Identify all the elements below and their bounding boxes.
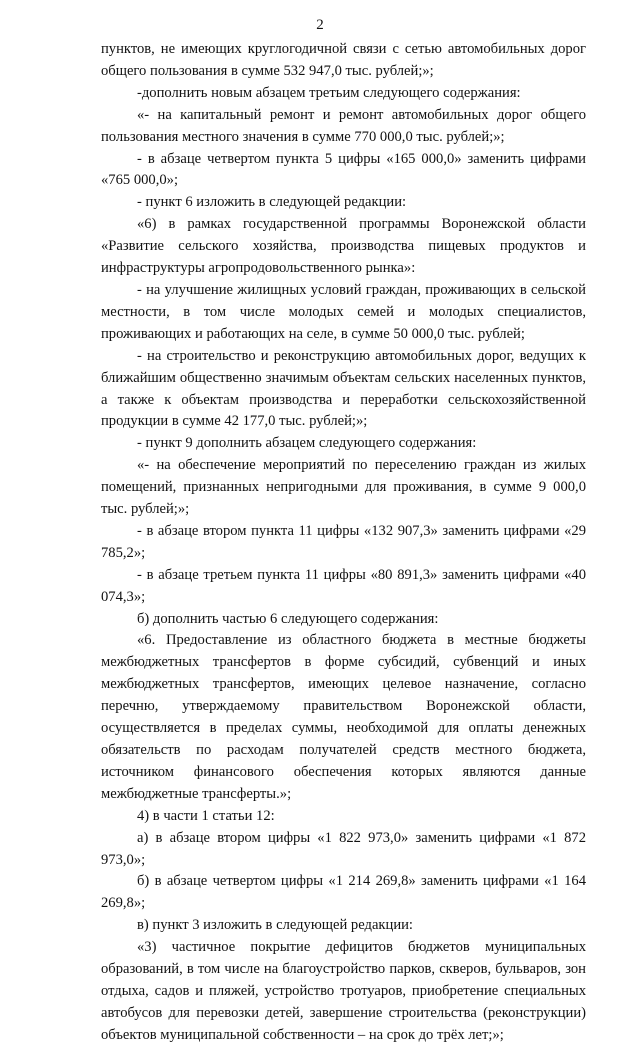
paragraph-18: в) пункт 3 изложить в следующей редакции: [137, 917, 413, 934]
paragraph-13: б) дополнить частью 6 следующего содержания: [137, 610, 439, 627]
paragraph-3: «- на капитальный ремонт и ремонт автомобильных дорог общего пользования местного значения в сумме 770 000,0 тыс. рублей;»; [101, 106, 586, 145]
paragraph-14: «6. Предоставление из областного бюджета в местные бюджеты межбюджетных трансфертов в форме субсидий, субвенций и иных межбюджетных трансфертов, имеющих целевое назначение, согласно перечню, утверждаемому правительством Воронежской области, осуществляется в пределах суммы, необходимой для оплаты денежных обязательств по расходам получателей средств местного бюджета, источником финансового обеспечения которых являются данные межбюджетные трансферты.»; [101, 632, 586, 802]
paragraph-4: - в абзаце четвертом пункта 5 цифры «165 000,0» заменить цифрами «765 000,0»; [101, 150, 586, 189]
paragraph-6: «6) в рамках государственной программы Воронежской области «Развитие сельского хозяйства, производства пищевых продуктов и инфраструктуры агропродовольственного рынка»: [101, 216, 586, 277]
paragraph-9: - пункт 9 дополнить абзацем следующего содержания: [137, 435, 477, 452]
paragraph-12: - в абзаце третьем пункта 11 цифры «80 891,3» заменить цифрами «40 074,3»; [101, 566, 586, 605]
paragraph-17: б) в абзаце четвертом цифры «1 214 269,8» заменить цифрами «1 164 269,8»; [101, 873, 586, 912]
paragraph-10: «- на обеспечение мероприятий по переселению граждан из жилых помещений, признанных непригодными для проживания, в сумме 9 000,0 тыс. рублей;»; [101, 457, 586, 518]
paragraph-2: -дополнить новым абзацем третьим следующего содержания: [137, 84, 521, 101]
paragraph-8: - на строительство и реконструкцию автомобильных дорог, ведущих к ближайшим общественно значимым объектам сельских населенных пунктов, а также к объектам производства и переработки сельскохозяйственной продукции в сумме 42 177,0 тыс. рублей;»; [101, 347, 586, 430]
document-body [101, 39, 586, 1047]
paragraph-11: - в абзаце втором пункта 11 цифры «132 907,3» заменить цифрами «29 785,2»; [101, 522, 586, 561]
paragraph-1: пунктов, не имеющих круглогодичной связи с сетью автомобильных дорог общего пользования в сумме 532 947,0 тыс. рублей;»; [101, 41, 586, 79]
paragraph-5: - пункт 6 изложить в следующей редакции: [137, 194, 407, 211]
paragraph-15: 4) в части 1 статьи 12: [137, 807, 275, 824]
paragraph-16: а) в абзаце втором цифры «1 822 973,0» заменить цифрами «1 872 973,0»; [101, 829, 586, 868]
page-number: 2 [316, 17, 324, 33]
paragraph-19: «3) частичное покрытие дефицитов бюджетов муниципальных образований, в том числе на благоустройство парков, скверов, бульваров, зон отдыха, садов и пляжей, устройство тротуаров, приобретение специальных автобусов для перевозки детей, завершение строительства (реконструкции) объектов муниципальной собственности – на срок до трёх лет;»; [101, 939, 586, 1043]
paragraph-7: - на улучшение жилищных условий граждан, проживающих в сельской местности, в том числе молодых семей и молодых специалистов, проживающих и работающих на селе, в сумме 50 000,0 тыс. рублей; [101, 281, 586, 342]
